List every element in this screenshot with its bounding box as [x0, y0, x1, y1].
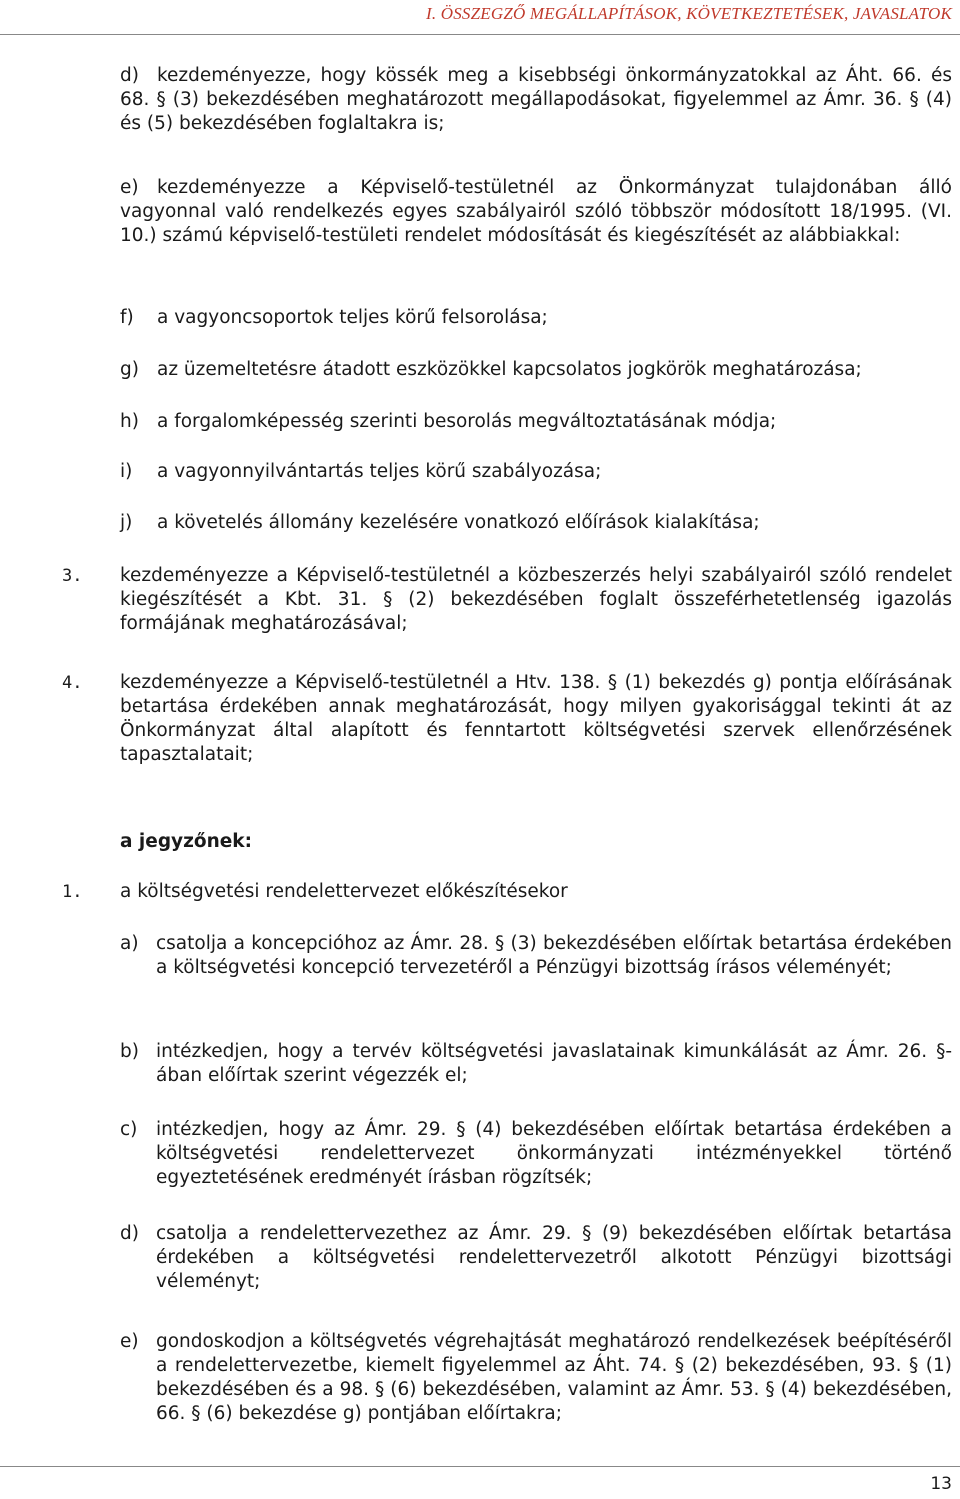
header-rule [0, 34, 960, 35]
list-item-i [120, 460, 952, 484]
running-header: I. ÖSSZEGZŐ MEGÁLLAPÍTÁSOK, KÖVETKEZTETÉSEK, JAVASLATOK [425, 4, 952, 23]
sub-item-a [120, 932, 952, 980]
list-item-g [120, 358, 952, 382]
sub-item-e [120, 1330, 952, 1426]
section-heading: a jegyzőnek: [120, 831, 253, 852]
page-number: 13 [930, 1474, 952, 1494]
numbered-item-4 [62, 671, 952, 767]
list-item-text: kezdeményezze, hogy kössék meg a kisebbségi önkormányzatokkal az Áht. 66. és 68. § (3) bekezdésében meghatározott megállapodásokat, figyelemmel az Ámr. 36. § (4) és (5) bekezdésében foglaltakra is; [120, 65, 952, 134]
sub-item-b [120, 1040, 952, 1088]
list-item-text: a költségvetési rendelettervezet előkészítésekor [120, 881, 568, 902]
sub-item-c [120, 1118, 952, 1190]
footer-rule [0, 1466, 960, 1467]
list-marker: h) [120, 411, 139, 432]
list-item-h [120, 410, 952, 434]
list-marker: d) [120, 65, 139, 86]
list-item-text: intézkedjen, hogy a tervév költségvetési javaslatainak kimunkálását az Ámr. 26. §-ában előírtak szerint végezzék el; [156, 1041, 952, 1086]
list-marker: c) [120, 1119, 138, 1140]
list-marker: b) [120, 1041, 139, 1062]
list-item-j [120, 511, 952, 535]
numbered-item-3 [62, 564, 952, 636]
numbered-item-1 [62, 880, 952, 904]
list-item-e [120, 176, 952, 248]
list-marker: d) [120, 1223, 139, 1244]
list-marker: j) [120, 512, 133, 533]
list-item-text: a vagyonnyilvántartás teljes körű szabályozása; [157, 461, 602, 482]
list-item-text: a forgalomképesség szerinti besorolás megváltoztatásának módja; [157, 411, 777, 432]
list-marker: e) [120, 177, 139, 198]
list-item-text: a követelés állomány kezelésére vonatkozó előírások kialakítása; [157, 512, 760, 533]
list-marker: e) [120, 1331, 139, 1352]
list-item-text: kezdeményezze a Képviselő-testületnél a közbeszerzés helyi szabályairól szóló rendelet kiegészítését a Kbt. 31. § (2) bekezdésében foglalt összeférhetetlenség igazolás formájának meghatározásával; [120, 565, 952, 634]
list-item-text: gondoskodjon a költségvetés végrehajtását meghatározó rendelkezések beépítéséről a rendelettervezetbe, kiemelt figyelemmel az Áht. 74. § (2) bekezdésében, 93. § (1) bekezdésében és a 98. § (6) bekezdésében, valamint az Ámr. 53. § (4) bekezdésében, 66. § (6) bekezdése g) pontjában előírtakra; [156, 1331, 952, 1424]
list-item-text: az üzemeltetésre átadott eszközökkel kapcsolatos jogkörök meghatározása; [157, 359, 862, 380]
list-item-text: kezdeményezze a Képviselő-testületnél az Önkormányzat tulajdonában álló vagyonnal való rendelkezés egyes szabályairól szóló többször módosított 18/1995. (VI. 10.) számú képviselő-testületi rendelet módosítását és kiegészítését az alábbiakkal: [120, 177, 952, 246]
list-item-text: kezdeményezze a Képviselő-testületnél a Htv. 138. § (1) bekezdés g) pontja előírásának betartása érdekében annak meghatározását, hogy milyen gyakorisággal tekinti át az Önkormányzat által alapított és fenntartott költségvetési szervek ellenőrzésének tapasztalatait; [120, 672, 952, 765]
list-item-text: a vagyoncsoportok teljes körű felsorolása; [157, 307, 548, 328]
sub-item-d [120, 1222, 952, 1294]
list-marker: g) [120, 359, 139, 380]
list-marker: f) [120, 307, 134, 328]
list-item-f [120, 306, 952, 330]
list-marker: i) [120, 461, 133, 482]
list-item-text: intézkedjen, hogy az Ámr. 29. § (4) bekezdésében előírtak betartása érdekében a költségvetési rendelettervezet önkormányzati intézményekkel történő egyeztetésének eredményét írásban rögzítsék; [156, 1119, 952, 1188]
list-marker: 3. [62, 566, 83, 586]
list-marker: 1. [62, 882, 83, 902]
list-item-text: csatolja a koncepcióhoz az Ámr. 28. § (3) bekezdésében előírtak betartása érdekében a költségvetési koncepció tervezetéről a Pénzügyi bizottság írásos véleményét; [156, 933, 952, 978]
list-marker: a) [120, 933, 139, 954]
list-item-text: csatolja a rendelettervezethez az Ámr. 29. § (9) bekezdésében előírtak betartása érdekében a költségvetési rendelettervezetről alkotott Pénzügyi bizottsági véleményt; [156, 1223, 952, 1292]
list-item-d [120, 64, 952, 136]
list-marker: 4. [62, 673, 83, 693]
